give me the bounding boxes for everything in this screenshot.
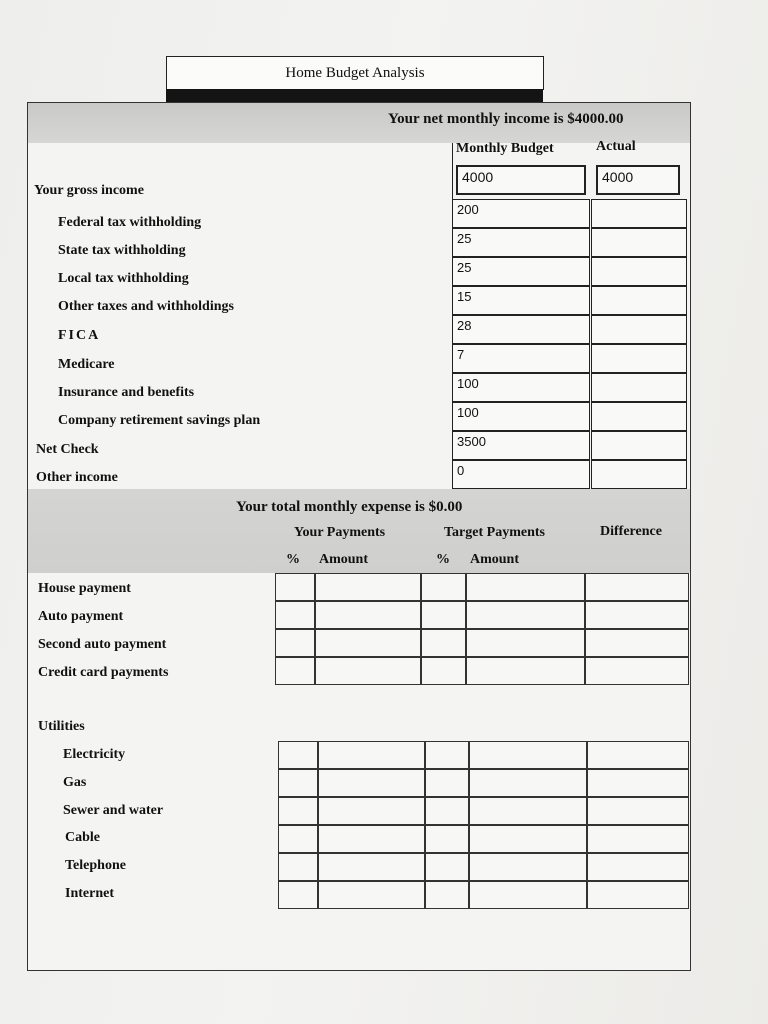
utility-cell-electricity-your-amount[interactable] <box>318 741 425 769</box>
utility-cell-electricity-your-pct[interactable] <box>278 741 318 769</box>
income-label-medicare: Medicare <box>58 357 115 372</box>
budget-input-gross[interactable]: 4000 <box>456 165 586 195</box>
budget-input-fica[interactable]: 28 <box>452 315 590 344</box>
income-label-fica: FICA <box>58 328 101 343</box>
loan-cell-credit-card-payments-your-amount[interactable] <box>315 657 421 685</box>
utility-cell-internet-difference[interactable] <box>587 881 689 909</box>
expense-label-house: House payment <box>38 581 131 596</box>
col-your-payments: Your Payments <box>294 525 386 540</box>
col-monthly-budget: Monthly Budget <box>456 141 554 156</box>
col-target-payments: Target Payments <box>444 525 545 540</box>
utility-cell-gas-difference[interactable] <box>587 769 689 797</box>
budget-input-local[interactable]: 25 <box>452 257 590 286</box>
loan-cell-auto-payment-your-amount[interactable] <box>315 601 421 629</box>
utility-cell-electricity-difference[interactable] <box>587 741 689 769</box>
actual-input-fica[interactable] <box>591 315 687 344</box>
loan-cell-house-payment-your-pct[interactable] <box>275 573 315 601</box>
utility-label-internet: Internet <box>65 886 114 901</box>
expense-label-second-auto: Second auto payment <box>38 637 167 652</box>
utility-cell-cable-your-amount[interactable] <box>318 825 425 853</box>
col-difference: Difference <box>600 524 662 539</box>
utility-cell-electricity-target-amount[interactable] <box>469 741 587 769</box>
expense-label-credit-card: Credit card payments <box>38 665 169 680</box>
loan-cell-credit-card-payments-target-pct[interactable] <box>421 657 466 685</box>
utility-label-gas: Gas <box>63 775 87 790</box>
utility-label-telephone: Telephone <box>65 858 126 873</box>
loan-cell-house-payment-target-amount[interactable] <box>466 573 585 601</box>
income-label-other-income: Other income <box>36 470 118 485</box>
actual-input-medicare[interactable] <box>591 344 687 373</box>
expense-header-band <box>28 489 690 573</box>
utility-cell-gas-your-amount[interactable] <box>318 769 425 797</box>
utility-cell-gas-target-amount[interactable] <box>469 769 587 797</box>
col-target-amount: Amount <box>470 552 520 567</box>
loan-cell-second-auto-payment-target-amount[interactable] <box>466 629 585 657</box>
utility-cell-internet-target-pct[interactable] <box>425 881 469 909</box>
budget-input-other-taxes[interactable]: 15 <box>452 286 590 315</box>
budget-input-federal[interactable]: 200 <box>452 199 590 228</box>
utility-cell-internet-target-amount[interactable] <box>469 881 587 909</box>
loan-cell-house-payment-target-pct[interactable] <box>421 573 466 601</box>
loan-cell-credit-card-payments-difference[interactable] <box>585 657 689 685</box>
budget-input-insurance[interactable]: 100 <box>452 373 590 402</box>
actual-input-net-check[interactable] <box>591 431 687 460</box>
actual-input-federal[interactable] <box>591 199 687 228</box>
expense-label-auto: Auto payment <box>38 609 124 624</box>
utility-cell-internet-your-amount[interactable] <box>318 881 425 909</box>
loan-cell-auto-payment-your-pct[interactable] <box>275 601 315 629</box>
loan-cell-credit-card-payments-your-pct[interactable] <box>275 657 315 685</box>
budget-input-net-check[interactable]: 3500 <box>452 431 590 460</box>
loan-cell-second-auto-payment-your-amount[interactable] <box>315 629 421 657</box>
utility-cell-sewer-and-water-your-pct[interactable] <box>278 797 318 825</box>
income-label-federal: Federal tax withholding <box>58 215 202 230</box>
income-header-band <box>28 103 690 143</box>
budget-input-retirement[interactable]: 100 <box>452 402 590 431</box>
utilities-heading: Utilities <box>38 719 85 734</box>
income-label-gross: Your gross income <box>34 183 144 198</box>
actual-input-state[interactable] <box>591 228 687 257</box>
utility-cell-telephone-your-pct[interactable] <box>278 853 318 881</box>
actual-input-other-income[interactable] <box>591 460 687 489</box>
budget-input-other-income[interactable]: 0 <box>452 460 590 489</box>
utility-label-electricity: Electricity <box>63 747 126 762</box>
utility-cell-telephone-difference[interactable] <box>587 853 689 881</box>
col-actual: Actual <box>596 139 636 154</box>
income-label-insurance: Insurance and benefits <box>58 385 195 400</box>
utility-cell-sewer-and-water-target-amount[interactable] <box>469 797 587 825</box>
income-label-local: Local tax withholding <box>58 271 189 286</box>
loan-cell-second-auto-payment-difference[interactable] <box>585 629 689 657</box>
loan-cell-auto-payment-target-amount[interactable] <box>466 601 585 629</box>
total-expense-heading: Your total monthly expense is $0.00 <box>236 499 463 515</box>
loan-cell-second-auto-payment-target-pct[interactable] <box>421 629 466 657</box>
col-your-pct: % <box>286 552 300 567</box>
utility-cell-gas-your-pct[interactable] <box>278 769 318 797</box>
col-target-pct: % <box>436 552 450 567</box>
net-income-heading: Your net monthly income is $4000.00 <box>388 111 624 127</box>
utility-cell-sewer-and-water-difference[interactable] <box>587 797 689 825</box>
actual-input-gross[interactable]: 4000 <box>596 165 680 195</box>
actual-input-local[interactable] <box>591 257 687 286</box>
income-label-net-check: Net Check <box>36 442 99 457</box>
loan-cell-credit-card-payments-target-amount[interactable] <box>466 657 585 685</box>
utility-cell-sewer-and-water-your-amount[interactable] <box>318 797 425 825</box>
utility-cell-telephone-target-amount[interactable] <box>469 853 587 881</box>
utility-cell-telephone-your-amount[interactable] <box>318 853 425 881</box>
utility-label-sewer-water: Sewer and water <box>63 803 164 818</box>
utility-cell-cable-target-amount[interactable] <box>469 825 587 853</box>
utility-label-cable: Cable <box>65 830 100 845</box>
utility-cell-electricity-target-pct[interactable] <box>425 741 469 769</box>
loan-cell-auto-payment-difference[interactable] <box>585 601 689 629</box>
actual-input-retirement[interactable] <box>591 402 687 431</box>
budget-form <box>27 102 691 971</box>
loan-cell-house-payment-your-amount[interactable] <box>315 573 421 601</box>
actual-input-insurance[interactable] <box>591 373 687 402</box>
loan-cell-house-payment-difference[interactable] <box>585 573 689 601</box>
income-label-state: State tax withholding <box>58 243 186 258</box>
utility-cell-cable-difference[interactable] <box>587 825 689 853</box>
actual-input-other-taxes[interactable] <box>591 286 687 315</box>
budget-input-state[interactable]: 25 <box>452 228 590 257</box>
page-title: Home Budget Analysis <box>166 56 544 90</box>
utility-cell-sewer-and-water-target-pct[interactable] <box>425 797 469 825</box>
income-label-retirement: Company retirement savings plan <box>58 413 261 428</box>
utility-cell-cable-your-pct[interactable] <box>278 825 318 853</box>
title-underbar <box>166 89 543 103</box>
income-label-other-taxes: Other taxes and withholdings <box>58 299 234 314</box>
utility-cell-telephone-target-pct[interactable] <box>425 853 469 881</box>
loan-cell-second-auto-payment-your-pct[interactable] <box>275 629 315 657</box>
budget-input-medicare[interactable]: 7 <box>452 344 590 373</box>
col-your-amount: Amount <box>319 552 369 567</box>
utility-cell-gas-target-pct[interactable] <box>425 769 469 797</box>
loan-cell-auto-payment-target-pct[interactable] <box>421 601 466 629</box>
utility-cell-cable-target-pct[interactable] <box>425 825 469 853</box>
utility-cell-internet-your-pct[interactable] <box>278 881 318 909</box>
